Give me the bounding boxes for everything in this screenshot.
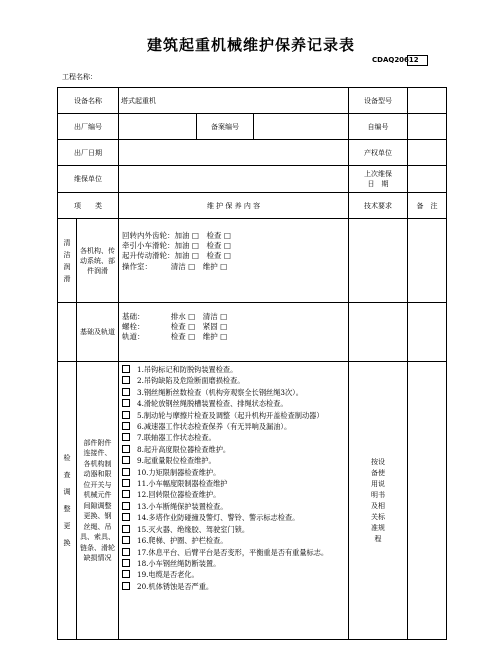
lube-content bbox=[119, 219, 349, 303]
maint-unit-label: 维保单位 bbox=[58, 166, 119, 193]
checklist-item[interactable]: 6.减速器工作状态检查保养（有无异响及漏油）。 bbox=[122, 421, 345, 432]
lube-line[interactable]: 起升传动滑轮：加油 □ 检查 □ bbox=[122, 251, 231, 261]
factory-no-label: 出厂编号 bbox=[58, 114, 119, 140]
factory-no-value[interactable] bbox=[119, 114, 197, 140]
checklist-item[interactable]: 7.联轴器工作状态检查。 bbox=[122, 432, 345, 443]
checkbox[interactable] bbox=[122, 548, 130, 556]
checkbox[interactable] bbox=[122, 559, 130, 567]
checkbox[interactable] bbox=[122, 513, 130, 521]
checkbox[interactable] bbox=[122, 445, 130, 453]
foundation-line[interactable]: 基础： 排水 □ 清洁 □ bbox=[122, 312, 228, 321]
foundation-row bbox=[58, 303, 447, 362]
category-foundation bbox=[58, 303, 77, 362]
checkbox[interactable] bbox=[122, 490, 130, 498]
subcategory-foundation: 基础及轨道 bbox=[77, 303, 119, 362]
lube-tech[interactable] bbox=[349, 219, 408, 303]
checkbox[interactable] bbox=[122, 582, 130, 590]
checkbox[interactable] bbox=[122, 376, 130, 384]
foundation-line[interactable]: 螺栓： 检查 □ 紧固 □ bbox=[122, 322, 228, 332]
info-row-1 bbox=[58, 88, 447, 114]
foundation-tech[interactable] bbox=[349, 303, 408, 362]
lube-line[interactable]: 操作室： 清洁 □ 维护 □ bbox=[122, 261, 228, 271]
device-name-label: 设备名称 bbox=[58, 88, 119, 114]
record-no-label: 备案编号 bbox=[197, 114, 254, 140]
foundation-line[interactable]: 轨道： 检查 □ 维护 □ bbox=[122, 332, 228, 342]
checkbox[interactable] bbox=[122, 502, 130, 510]
header-row bbox=[58, 193, 447, 219]
device-model-value[interactable] bbox=[408, 88, 447, 114]
inspect-tech-note: 按设 备使 用说 明书 及相 关标 准规 程 bbox=[349, 362, 408, 640]
checklist-item[interactable]: 12.回转限位器检查维护。 bbox=[122, 489, 345, 500]
checkbox[interactable] bbox=[122, 411, 130, 419]
lube-line[interactable]: 牵引小车滑轮：加油 □ 检查 □ bbox=[122, 241, 231, 251]
owner-value[interactable] bbox=[408, 140, 447, 166]
checklist-item[interactable]: 3.钢丝绳断丝数检查（机构旁观察全长钢丝绳3次）。 bbox=[122, 387, 345, 398]
checklist-item[interactable]: 8.起升高度限位器检查维护。 bbox=[122, 444, 345, 455]
form-code: CDAQ20612 bbox=[372, 56, 419, 64]
lube-line[interactable]: 回转内外齿轮：加油 □ 检查 □ bbox=[122, 231, 231, 240]
checklist-item[interactable]: 1.吊钩标记和防脱钩装置检查。 bbox=[122, 364, 345, 375]
lube-row bbox=[58, 219, 447, 303]
checkbox[interactable] bbox=[122, 388, 130, 396]
checkbox[interactable] bbox=[122, 536, 130, 544]
checklist-item[interactable]: 17.休息平台、后臂平台是否变形，平衡重是否有重量标志。 bbox=[122, 547, 345, 558]
checkbox[interactable] bbox=[122, 433, 130, 441]
record-no-value[interactable] bbox=[254, 114, 349, 140]
inspect-checklist bbox=[119, 362, 349, 640]
checklist-item[interactable]: 11.小车幅度限制器检查维护 bbox=[122, 478, 345, 489]
subcategory-inspect: 部件附件 连接件、 各机构制 动器和限 位开关与 机械元件 间隙调整 更换、钢 丝绳、吊 具、索具、 链条、滑轮 缺损情况 bbox=[77, 362, 119, 640]
checklist-item[interactable]: 18.小车钢丝绳防断装置。 bbox=[122, 558, 345, 569]
checklist-item[interactable]: 16.爬梯、护圈、护栏检查。 bbox=[122, 535, 345, 546]
owner-label: 产权单位 bbox=[349, 140, 408, 166]
checklist-item[interactable]: 4.滑轮放钢丝绳脱槽装置检查、排绳状态检查。 bbox=[122, 398, 345, 409]
inspect-remark[interactable] bbox=[408, 362, 447, 640]
inspect-row bbox=[58, 362, 447, 640]
header-tech: 技术要求 bbox=[349, 193, 408, 219]
checklist-item[interactable]: 14.多塔作业防碰撞及警灯、警铃、警示标志检查。 bbox=[122, 512, 345, 523]
checklist-item[interactable]: 2.吊钩缺陷及危险断面磨损检查。 bbox=[122, 375, 345, 386]
checklist-item[interactable]: 13.小车断绳保护装置检查。 bbox=[122, 501, 345, 512]
self-no-value[interactable] bbox=[408, 114, 447, 140]
checkbox[interactable] bbox=[122, 456, 130, 464]
checklist-item[interactable]: 9.起重量限位检查维护。 bbox=[122, 455, 345, 466]
form-title: 建筑起重机械维护保养记录表 bbox=[146, 36, 355, 54]
checkbox[interactable] bbox=[122, 399, 130, 407]
foundation-content bbox=[119, 303, 349, 362]
checklist-item[interactable]: 5.制动轮与摩擦片检查及调整（起升机构开盖检查制动器） bbox=[122, 410, 345, 421]
checklist-item[interactable]: 10.力矩限制器检查维护。 bbox=[122, 467, 345, 478]
checkbox[interactable] bbox=[122, 525, 130, 533]
factory-date-label: 出厂日期 bbox=[58, 140, 119, 166]
checkbox[interactable] bbox=[122, 365, 130, 373]
info-row-2 bbox=[58, 114, 447, 140]
maint-unit-value[interactable] bbox=[119, 166, 349, 193]
device-model-label: 设备型号 bbox=[349, 88, 408, 114]
info-row-3 bbox=[58, 140, 447, 166]
checkbox[interactable] bbox=[122, 479, 130, 487]
info-row-4 bbox=[58, 166, 447, 193]
lube-remark[interactable] bbox=[408, 219, 447, 303]
checklist-item[interactable]: 15.灭火器、绝缘胶、驾驶室门锁。 bbox=[122, 524, 345, 535]
self-no-label: 自编号 bbox=[349, 114, 408, 140]
checklist-item[interactable]: 20.机体锈蚀是否严重。 bbox=[122, 581, 345, 592]
foundation-remark[interactable] bbox=[408, 303, 447, 362]
subcategory-lube: 各机构、传 动系统、部 件润滑 bbox=[77, 219, 119, 303]
factory-date-value[interactable] bbox=[119, 140, 349, 166]
checklist-item[interactable]: 19.电缆是否老化。 bbox=[122, 569, 345, 580]
header-content: 维 护 保 养 内 容 bbox=[119, 193, 349, 219]
checkbox[interactable] bbox=[122, 570, 130, 578]
code-box bbox=[407, 55, 428, 66]
header-remark: 备 注 bbox=[408, 193, 447, 219]
device-name-value[interactable]: 塔式起重机 bbox=[119, 88, 349, 114]
last-maint-label: 上次维保 日 期 bbox=[349, 166, 408, 193]
header-item: 项 类 bbox=[58, 193, 119, 219]
checkbox[interactable] bbox=[122, 422, 130, 430]
checkbox[interactable] bbox=[122, 468, 130, 476]
category-inspect: 检 查 调 整 更 换 bbox=[58, 362, 77, 640]
category-lube: 清 洁 润 滑 bbox=[58, 219, 77, 303]
last-maint-value[interactable] bbox=[408, 166, 447, 193]
project-name-label: 工程名称： bbox=[62, 73, 97, 81]
maintenance-record-table bbox=[57, 87, 447, 640]
